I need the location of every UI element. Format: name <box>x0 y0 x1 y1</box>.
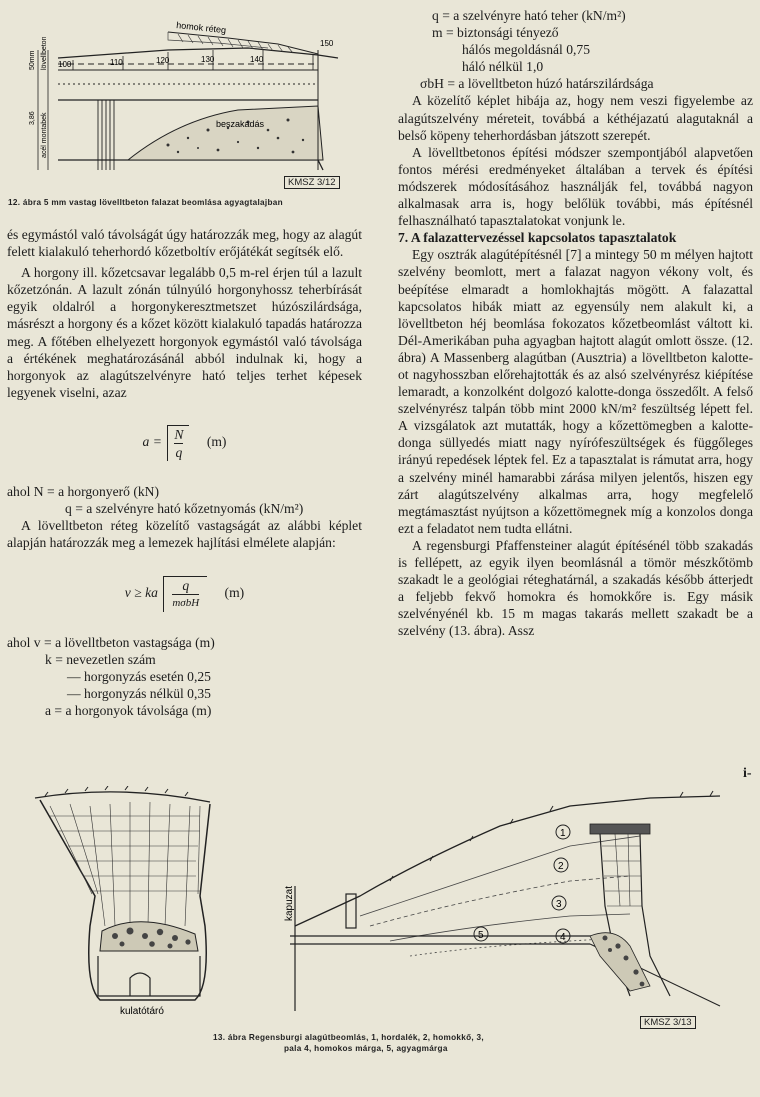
formula2-numerator: q <box>172 577 199 595</box>
def3-line-5: σbH = a lövelltbeton húzó határszilárdsága <box>420 76 654 92</box>
label-dim-50mm: 50mm <box>29 50 36 70</box>
formula-shotcrete-thickness <box>7 576 362 612</box>
label-homok-reteg: homok réteg <box>175 20 227 36</box>
def2-line-5: a = a horgonyok távolsága (m) <box>45 703 212 719</box>
formula2-unit: (m) <box>224 584 245 600</box>
label-kapuzat: kapuzat <box>284 885 295 921</box>
definitions-3 <box>398 7 753 92</box>
def1-line-2: q = a szelvényre ható kőzetnyomás (kN/m²) <box>65 501 304 517</box>
zone-3-label: 3 <box>556 899 562 910</box>
formula2-lhs: v ≥ ka <box>124 584 158 600</box>
label-km-130: 130 <box>201 55 215 64</box>
def3-line-1: q = a szelvényre ható teher (kN/m²) <box>432 8 626 23</box>
right-column <box>398 7 753 639</box>
fig13-caption-line-2: pala 4, homokos márga, 5, agyagmárga <box>284 1044 448 1053</box>
label-km-120: 120 <box>156 56 170 65</box>
fig13-left-section <box>35 786 210 1016</box>
label-kulatotaro: kulatótáró <box>120 1006 164 1016</box>
def2-line-4: — horgonyzás nélkül 0,35 <box>67 685 211 701</box>
left-paragraph-3: A lövelltbeton réteg közelítő vastagságát az alábbi képlet alapján határozzák meg a lemezek hajlítási elmélete alapján: <box>7 518 362 551</box>
zone-5-label: 5 <box>478 930 484 941</box>
fig12-caption: 12. ábra 5 mm vastag lövelltbeton falazat beomlása agyagtalajban <box>8 198 283 207</box>
right-paragraph-2: A lövelltbetonos építési módszer szempontjából alapvetően fontos mérési eredményeket általában a tervek és építési módszerek módosításához használják fel, továbbá nagyon alkalmasak arra is, hogy belőlük további, más építésnél felhasználható tapasztalatokat vonjunk le. <box>398 144 753 229</box>
formula1-numerator: N <box>174 426 183 444</box>
def2-line-1: ahol v = a lövelltbeton vastagsága (m) <box>7 634 215 650</box>
fig13-stamp: KMSZ 3/13 <box>640 1016 696 1029</box>
formula-anchor-spacing <box>7 425 362 461</box>
right-paragraph-3: Egy osztrák alagútépítésnél [7] a mintegy 50 m mélyen hajtott szelvény beomlott, mert a falazat nagyon vékony volt, és beépítése elmaradt a homlokhajtás mögött. A falazattal kapcsolatos hibák miatt az egyensúly nem alakult ki, a lövelltbeton héj beomlása fokozatos kőzetbeomlást váltott ki. Dél-Amerikában puha agyagban hajtott alagút omlott össze. (12. ábra) A Massenberg alagútban (Ausztria) a lövelltbeton kalotte-ot nagyhosszban előrehajtották és az alsó szelvényrész kiépítése lemaradt, a konzolként dolgozó kalotte-donga összedőlt. A felső szelvényrész talpán több mint 2000 kN/m² feszültség lépett fel. A vizsgálatok azt mutatták, hogy a kőzettömegben a kalotte-donga süllyedés miatt nagy nyírófeszültségek és függőleges irányú repedések léptek fel. Ez a tapasztalat is rámutat arra, hogy a szelvény minél hamarabbi zárása milyen jelentős, hiszen egy zárt alagútszelvény alkalmas arra, hogy megfelelő megtámasztást nyújtson a kőzettömegnek míg a konzolos donga ezt a feladatot nem tudta ellátni. <box>398 247 753 536</box>
left-paragraph-1: és egymástól való távolságát úgy határozzák meg, hogy az alagút felett kialakuló teherhordó kőzetboltív erőjátékát segítsék elő. <box>7 227 362 260</box>
label-dim-150: 150 <box>320 39 334 48</box>
def3-line-3: hálós megoldásnál 0,75 <box>462 42 590 58</box>
formula1-unit: (m) <box>206 434 227 450</box>
left-column <box>7 226 362 719</box>
left-paragraph-2: A horgony ill. kőzetcsavar legalább 0,5 m-rel érjen túl a lazult kőzetzónán. A lazult zónán túlnyúló horgonyhossz teherbírását egyik oldalról a horgonykeresztmetszet húzószilárdsága, másrészt a horgony és a kőzet között kialakuló tapadás határozza meg. A főtében elhelyezett horgonyok egymástól való távolsága a értékének meghatározásánál abból indulnak ki, hogy a horgonyok az alagútszelvényre ható teljes terhet képesek legyenek viselni, azaz <box>7 265 362 400</box>
def2-line-3: — horgonyzás esetén 0,25 <box>67 668 211 684</box>
def1-line-1: ahol N = a horgonyerő (kN) <box>7 484 160 500</box>
label-dim-lovellbeton: lövellbeton <box>41 36 48 70</box>
zone-1-label: 1 <box>560 828 566 839</box>
figure-13-drawing <box>30 786 730 1016</box>
fig13-right-section <box>284 791 720 1011</box>
label-km-110: 110 <box>110 58 123 67</box>
figure-12-drawing <box>18 10 340 192</box>
definitions-2 <box>7 634 362 719</box>
def3-line-4: háló nélkül 1,0 <box>462 59 544 75</box>
zone-2-label: 2 <box>558 861 564 872</box>
label-km-100: 100 <box>58 60 72 69</box>
fig13-caption-line-1: 13. ábra Regensburgi alagútbeomlás, 1, hordalék, 2, homokkő, 3, <box>213 1033 484 1042</box>
label-beszakadas: beszakadás <box>216 119 265 129</box>
formula1-lhs: a = <box>142 434 162 450</box>
def3-line-2: m = biztonsági tényező <box>432 25 559 41</box>
label-dim-386: 3,86 <box>29 111 36 125</box>
fig12-stamp: KMSZ 3/12 <box>284 176 340 189</box>
right-paragraph-1: A közelítő képlet hibája az, hogy nem veszi figyelembe az alagútszelvény méreteit, továbbá a kéthéjazatú alagutaknál a belső köpeny teherhordásban játszott szerepét. <box>398 93 753 143</box>
section-heading: 7. A falazattervezéssel kapcsolatos tapasztalatok <box>398 230 677 246</box>
formula1-denominator: q <box>175 445 183 461</box>
label-dim-acel: acél montabek <box>41 112 48 158</box>
zone-4-label: 4 <box>560 932 566 943</box>
right-paragraph-4: A regensburgi Pfaffensteiner alagút építésénél több szakadás is fellépett, az egyik ilyen beomlásnál a tömör mészkőtömb szakadt le a geológiai réteghatárnál, a szakadás később átterjedt a feljebb fekvő homokra és homokkőre is. Egy másik szelvényénél kb. 15 m magas takarás mellett szakadt be a szelvény (13. ábra). Assz <box>398 537 753 639</box>
def2-line-2: k = nevezetlen szám <box>45 651 156 667</box>
definitions-1 <box>7 483 362 517</box>
label-km-140: 140 <box>250 55 264 64</box>
formula2-denominator: mσbH <box>172 596 200 609</box>
page-mark: i- <box>743 766 752 781</box>
